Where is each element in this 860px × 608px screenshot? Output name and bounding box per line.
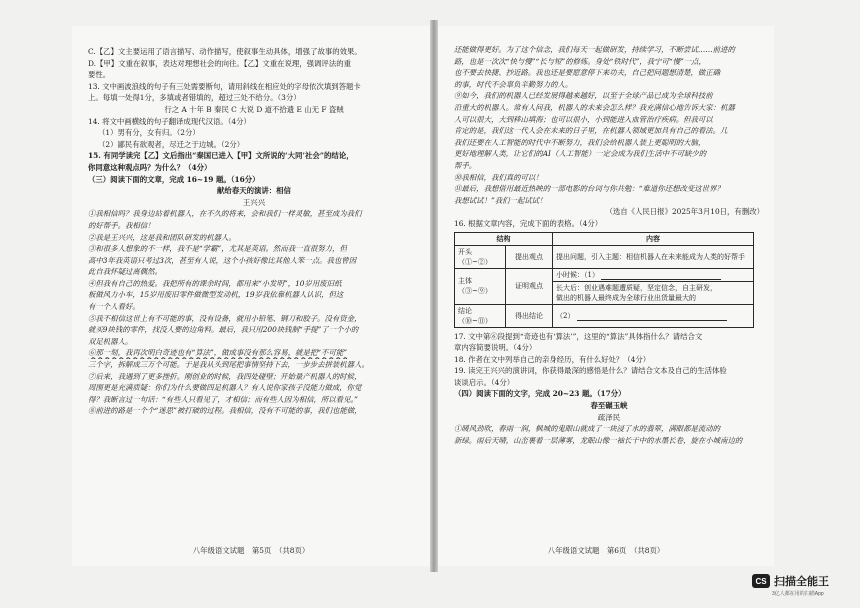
question-14-1: （1）男有分，女有归。（2分）: [98, 128, 200, 138]
table-row-2-child-label: 小时候：（1）: [556, 270, 599, 279]
para-11: ⑪最后，我想借用最近热映的一部电影的台词与你共勉：“难道你还想改变这世界？: [454, 184, 724, 194]
table-row-2-grow-label: 长大后：创业遇难题遭质疑，坚定信念，自主研发，: [556, 283, 717, 292]
question-16: 16. 根据文章内容，完成下面的表格。（4分）: [454, 218, 603, 228]
table-row-2-child: [553, 268, 754, 281]
para-5: ⑤我不相信这世上有不可能的事，没有设备，就用小铅笔、钢刀和胶子。没有资金，: [88, 313, 362, 323]
para-11-end: 我想试试！”我们一起试试！: [454, 195, 547, 205]
para-9-cont3: 肯定的是，我们这一代人会在未来的日子里，在机器人领域更加具有自己的看法。几: [454, 126, 728, 136]
para-9: ⑨如今，我们的机器人已经发展得越来越好，以至于全球产品已成为全球科技前: [454, 91, 713, 101]
table-row-3-point: 得出结论: [506, 304, 553, 327]
answer-blank-1[interactable]: [601, 271, 721, 280]
para-9-end: 帮手。: [454, 160, 477, 170]
para-9-cont: 沿重大的机器人。常有人问我，机器人的未来会怎么样？我充满信心地告诉大家：机器: [454, 102, 735, 112]
para-10: ⑩我相信，我们真的可以！: [454, 172, 543, 182]
article-2-author: 疏泽民: [597, 412, 621, 422]
table-row-1-part: 开头（①~②）: [455, 245, 506, 268]
page-6: [438, 26, 774, 566]
table-row-2-point: 证明观点: [506, 268, 553, 304]
para-7: ⑦后来，我遇到了更多挫折。刚创业的时候，我四处碰壁；开始量产机器人的时候，: [88, 371, 362, 381]
question-13-sentence: 行之 A 十年 B 秦民 C 大说 D 道不拾遗 E 山无 F 盗贼: [164, 104, 344, 114]
para-8-cont3: 也不要去快捷、抄近路。我也还是要愿意停下来功夫，自己把问题想清楚，做正确: [454, 68, 721, 78]
table-head-content: 内容: [553, 232, 754, 245]
question-13: 13. 文中画波浪线的句子有三处需要断句，请用斜线在相应处的字母依次填到答题卡: [88, 81, 361, 91]
structure-table: [454, 232, 754, 328]
article-2-para-1-cont: 新绿。雨后天晴，山峦裹着一层薄雾，龙眠山像一袖长干中的水墨长卷，旋在小城南边的: [454, 435, 743, 445]
scanner-watermark: [752, 573, 829, 589]
table-row-1-point: 提出观点: [506, 245, 553, 268]
para-9-cont2: 人可以很大，大到移山填海；也可以很小，小到能进入血管治疗疾病。但我可以: [454, 114, 713, 124]
answer-blank-2[interactable]: [577, 312, 727, 321]
page-5-content: [88, 46, 420, 417]
para-9-cont4: 我们还要在人工智能的时代中不断努力，我们会给机器人装上更聪明的大脑，: [454, 137, 706, 147]
para-4-cont: 板做风力小车，15岁用废旧零件做微型发动机，19岁我依靠机器人认识，但这: [88, 290, 344, 300]
watermark-subtitle: 3亿人都在用的扫描App: [772, 591, 824, 597]
para-3-end: 此自我怀疑过离偶然。: [88, 267, 162, 277]
para-8-cont: 还能做得更好。为了这个信念，我们每天一起做研发，持续学习，不断尝试……前进的: [454, 45, 735, 54]
para-8: ⑧前进的路是一个个“迷思”被打破的过程。我相信，没有不可能的事，我们也能做，: [88, 406, 362, 416]
para-2: ②我是王兴兴，这是我和团队研发的机器人。: [88, 232, 236, 242]
article-title: 献给春天的演讲：相信: [217, 186, 291, 196]
page-5: [72, 26, 430, 566]
question-15-cont: 你同意这种观点吗？为什么？（4分）: [88, 162, 212, 172]
article-2-title: 春至碾玉峡: [590, 401, 628, 411]
book-gutter: [430, 20, 438, 572]
option-c: C.【乙】文主要运用了语言描写、动作描写，使叙事生动具体，增强了故事的效果。: [88, 47, 362, 56]
para-1: ①我相信吗？我身边站着机器人，在不久的将来，会和我们一样灵敏，甚至成为我们: [88, 209, 362, 219]
question-17: 17. 文中第⑥段提到“奇迹也有‘算法’”，这里的“算法”具体指什么？请结合文: [454, 331, 703, 341]
article-author: 王兴兴: [242, 197, 266, 207]
para-3: ③和很多人想象的不一样，我不是“学霸”，尤其是英语。然而我一直很努力，但: [88, 244, 347, 254]
para-6: ⑥那一刻，我再次明白奇迹也有“算法”，做成事没有那么容易，就是把“不可能”: [88, 348, 348, 358]
article-source: （选自《人民日报》2025年3月10日，有删改）: [605, 207, 764, 217]
section-4-title: （四）阅读下面的文字，完成 20~23 题。（17分）: [454, 389, 626, 399]
para-9-cont5: 更好地理解人类，让它们的AI（人工智能）一定会成为我们生活中不可缺少的: [454, 149, 707, 159]
para-5-cont: 就买9块钱的零件，找没人要的边角料。最后，我只用200块钱制“手提”了一个小的: [88, 325, 359, 335]
table-row-2-grow: [553, 281, 754, 304]
option-d: D.【甲】文重在叙事，表达对理想社会的向往。【乙】文重在说理，强调评法的重: [88, 58, 351, 68]
table-row-3-part: 结论（⑩~⑪）: [455, 304, 506, 327]
page-5-footer: 八年级语文试题 第5页 （共8页）: [192, 546, 310, 555]
table-row-3-label: （2）: [556, 311, 575, 320]
section-3-title: （三）阅读下面的文章，完成 16~19 题。（16分）: [88, 174, 260, 184]
para-1-cont: 的好帮手。我相信！: [88, 220, 155, 230]
para-6-cont: 三个字，拆解成三万个可能。于是我从头到尾把事情坚持下去，一步步去拼装机器人。: [88, 360, 369, 370]
para-3-cont: 高中3年我英语只考过3次，甚至有人说，这个小孩好像比其他人笨一点。我也曾因: [88, 255, 357, 265]
option-d-cont: 要性。: [88, 70, 111, 80]
question-19-cont: 谈谈启示。（4分）: [454, 377, 515, 387]
para-7-end: 得？我断言过一句话：“有些人只看见了，才相信；而有些人因为相信，所以看见。”: [88, 394, 358, 404]
page-6-footer: 八年级语文试题 第6页 （共8页）: [547, 546, 665, 555]
question-19: 19. 读完王兴兴的演讲词，你获得最深的感悟是什么？请结合文本及自己的生活体验: [454, 366, 727, 376]
question-14: 14. 将文中画横线的句子翻译成现代汉语。（4分）: [88, 116, 251, 126]
table-row-2-part: 主体（③~⑨）: [455, 268, 506, 304]
table-row-2-grow-label2: 做出的机器人最终成为全球行业出货量最大的: [556, 293, 696, 302]
table-row-3-content: [553, 304, 754, 327]
para-8-cont2: 路，也是一次次“快与慢”“长与短”的修炼。身处“铁时代”，我宁可“慢”一点，: [454, 56, 706, 66]
watermark-name: 扫描全能王: [774, 576, 829, 588]
question-13-cont: 上。每填一处得1分，多填或者错填的，超过三处不给分。（3分）: [88, 93, 301, 103]
article-2-para-1: ①暖风劲吹，春雨一润，枫城的鬼眼山就成了一块浸了水的翡翠，满眼都是流动的: [454, 424, 721, 434]
question-18: 18. 作者在文中列举自己的亲身经历，有什么好处？（4分）: [454, 354, 651, 364]
para-7-cont: 周围更是充满质疑：你们为什么要做四足机器人？有人说你家孩子没能力做成，你觉: [88, 383, 362, 393]
page-6-content: [454, 44, 764, 446]
para-4: ④但我有自己的热爱。我把所有的课余时间，都用来“小发明”，10岁用废旧纸: [88, 278, 342, 288]
camscanner-logo-icon: CS: [752, 574, 770, 588]
table-head-structure: 结构: [455, 232, 553, 245]
para-4-end: 有一个人看好。: [88, 302, 140, 312]
question-15: 15. 有同学读完【乙】文后指出“秦国已进入【甲】文所说的‘大同’社会”的结论，: [88, 151, 354, 161]
para-5-end: 双足机器人。: [88, 336, 133, 346]
table-row-1-content: 提出问题，引入主题：相信机器人在未来能成为人类的好帮手: [553, 245, 754, 268]
para-8-end: 的事，时代不会辜负辛勤努力的人。: [454, 79, 573, 89]
question-17-cont: 章内容简要说明。（4分）: [454, 343, 537, 353]
question-14-2: （2）鄙民有欲观者，尽迁之于边城。（2分）: [98, 139, 245, 149]
